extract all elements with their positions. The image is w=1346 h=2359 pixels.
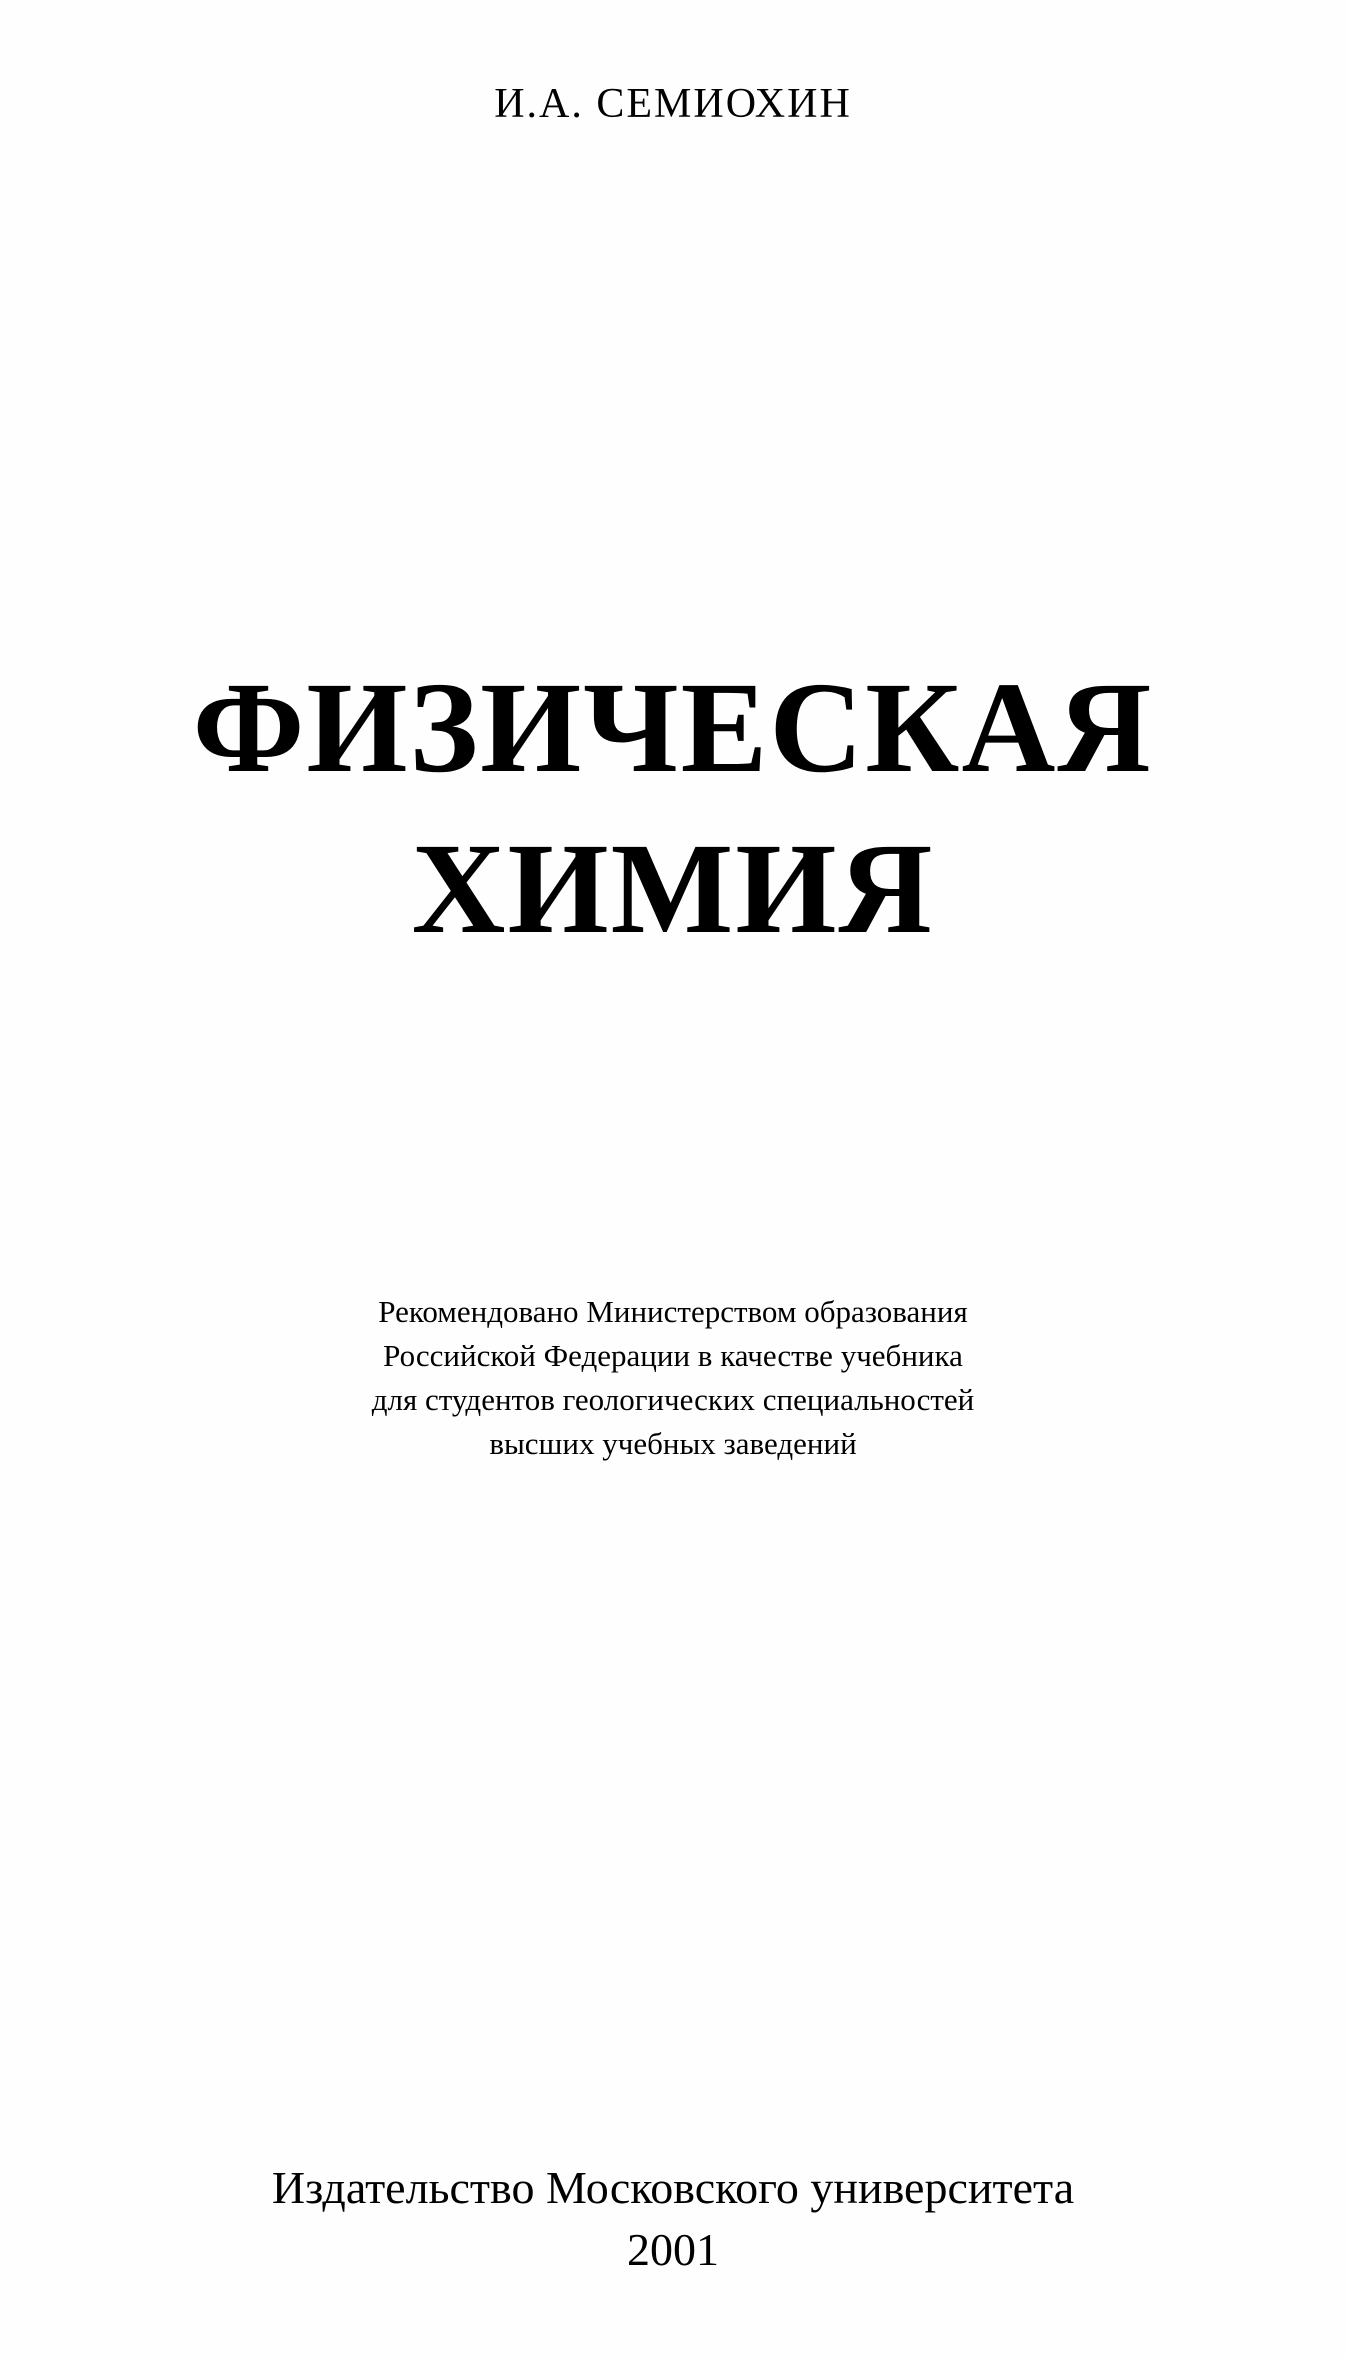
book-title bbox=[0, 656, 1346, 961]
author-name: И.А. СЕМИОХИН bbox=[494, 81, 852, 127]
approval-line-4: высших учебных заведений bbox=[489, 1426, 857, 1462]
book-title-line-2: ХИМИЯ bbox=[411, 816, 935, 961]
publication-year: 2001 bbox=[627, 2223, 719, 2275]
publisher-name: Издательство Московского университета bbox=[271, 2162, 1075, 2214]
approval-line-2: Российской Федерации в качестве учебника bbox=[383, 1338, 963, 1374]
approval-statement bbox=[0, 1290, 1346, 1466]
approval-line-1: Рекомендовано Министерством образования bbox=[378, 1294, 968, 1329]
imprint bbox=[0, 2163, 1346, 2277]
approval-line-3: для студентов геологических специальностей bbox=[371, 1382, 975, 1418]
book-title-line-1: ФИЗИЧЕСКАЯ bbox=[192, 656, 1154, 800]
